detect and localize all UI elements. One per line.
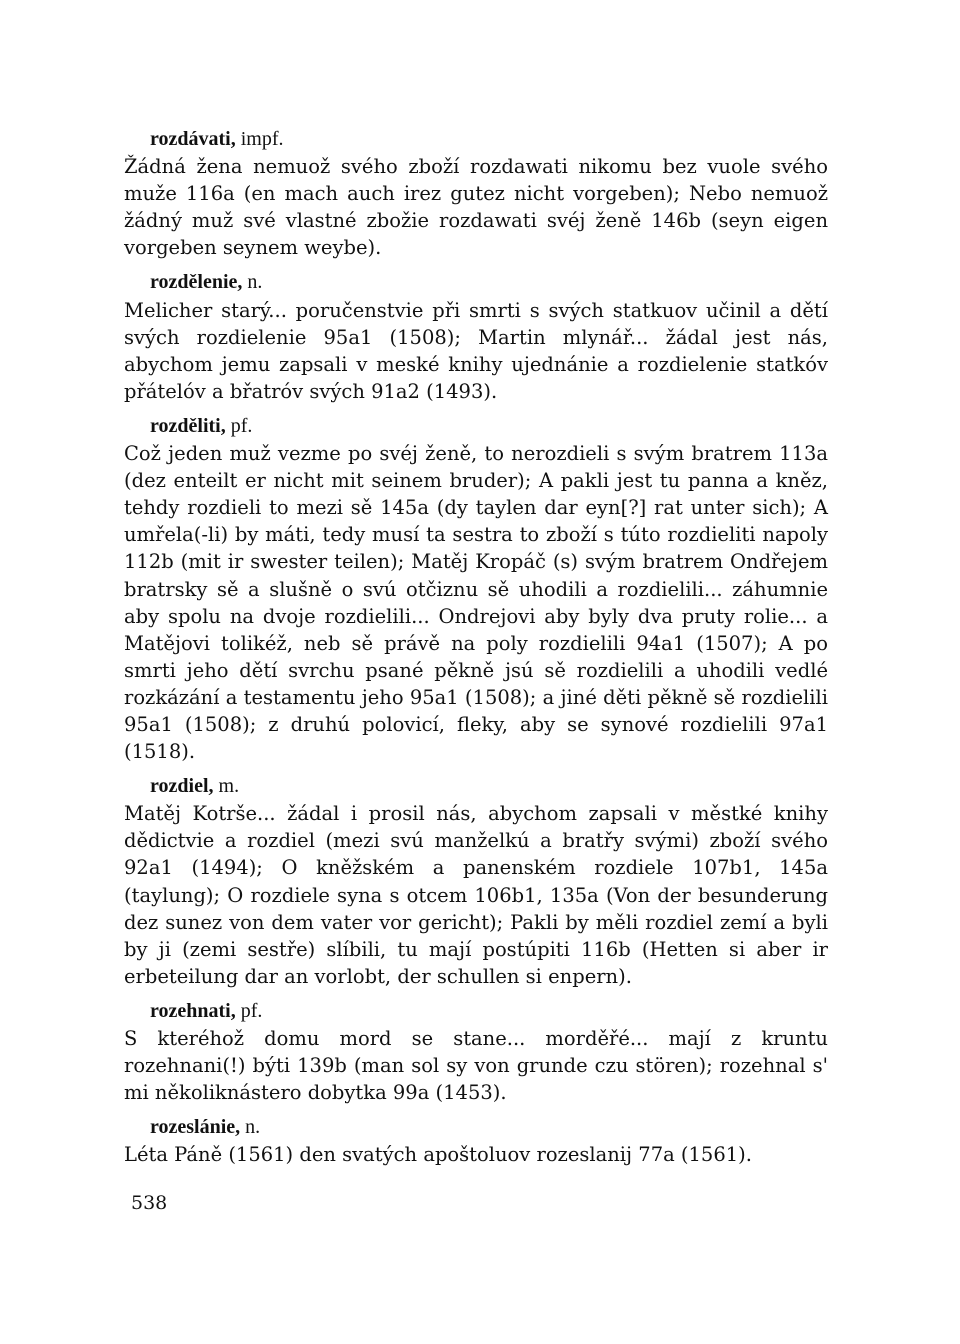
headword: rozehnati, bbox=[150, 999, 236, 1022]
entries-column bbox=[124, 126, 828, 1168]
entry-text: Žádná žena nemuož svého zboží rozdawati nikomu bez vuole svého muže 116a (en mach auch irez gutez nicht vorgeben); Nebo nemuož žádný muž své vlastné zbožie rozdawati svéj ženě 146b (seyn eigen vorgeben seynem weybe). bbox=[124, 155, 828, 260]
entry-text: Což jeden muž vezme po svéj ženě, to nerozdieli s svým bratrem 113a (dez enteilt er nicht mit seinem bruder); A pakli jest tu panna a kněz, tehdy rozdieli to mezi sě 145a (dy taylen dar eyn[?] rat unter sich); A umřela(-li) by máti, tedy musí ta sestra to zboží s túto rozdieliti napoly 112b (mit ir swester teilen); Matěj Kropáč (s) svým bratrem Ondřejem bratrsky sě a slušně o svú otčiznu sě uhodili a rozdielili... záhumnie aby spolu na dvoje rozdielili... Ondrejovi aby byly dva pruty rolie... a Matějovi tolikéž, neb sě právě na poly rozdielili 94a1 (1507); A po smrti jeho dětí svrchu psané pěkně jsú sě rozdielili a uhodili vedlé rozkázání a testamentu jeho 95a1 (1508); a jiné děti pěkně sě rozdielili 95a1 (1508); z druhú polovicí, fleky, aby se synové rozdielili 97a1 (1518). bbox=[124, 442, 828, 764]
entry-heading bbox=[150, 126, 828, 153]
headword: rozdiel, bbox=[150, 775, 214, 798]
entry-heading bbox=[150, 269, 828, 296]
entry-text: S kteréhož domu mord se stane... morděřé... mají z kruntu rozehnani(!) býti 139b (man sol sy von grunde czu stören); rozehnal s' mi několiknástero dobytka 99a (1453). bbox=[124, 1027, 828, 1105]
entry-text: Léta Páně (1561) den svatých apoštoluov rozeslanij 77a (1561). bbox=[124, 1143, 752, 1167]
entry-heading bbox=[150, 773, 828, 800]
grammar-label: pf. bbox=[230, 414, 253, 437]
grammar-label: pf. bbox=[240, 999, 263, 1022]
entry-heading bbox=[150, 998, 828, 1025]
entry-text: Melicher starý... poručenstvie při smrti s svých statkuov učinil a dětí svých rozdielenie 95a1 (1508); Martin mlynář... žádal jest nás, abychom jemu zapsali v meské knihy ujednánie a rozdielenie statkóv přátelóv a břatróv svých 91a2 (1493). bbox=[124, 298, 828, 403]
grammar-label: impf. bbox=[240, 128, 284, 150]
page-number: 538 bbox=[131, 1192, 168, 1214]
entry-heading bbox=[150, 1114, 828, 1141]
headword: rozeslánie, bbox=[150, 1116, 241, 1139]
entry-text: Matěj Kotrše... žádal i prosil nás, abychom zapsali v městké knihy dědictvie a rozdiel (mezi svú manželkú a bratřy svými) zboží svého 92a1 (1494); O kněžském a panenském rozdiele 107b1, 145a (taylung); O rozdiele syna s otcem 106b1, 135a (Von der besunderung dez sunez von dem vater vor gericht); Pakli by měli rozdiel zemí a byli by ji (zemi sestře) slíbili, tu mají postúpiti 116b (Hetten si aber ir erbeteilung dar an vorlobt, der schullen si enpern). bbox=[124, 802, 828, 988]
grammar-label: n. bbox=[245, 1116, 261, 1139]
headword: rozdávati, bbox=[150, 128, 236, 150]
entry-heading bbox=[150, 413, 828, 440]
headword: rozděliti, bbox=[150, 414, 226, 437]
headword: rozdělenie, bbox=[150, 271, 243, 294]
grammar-label: m. bbox=[218, 775, 240, 798]
grammar-label: n. bbox=[247, 271, 263, 294]
